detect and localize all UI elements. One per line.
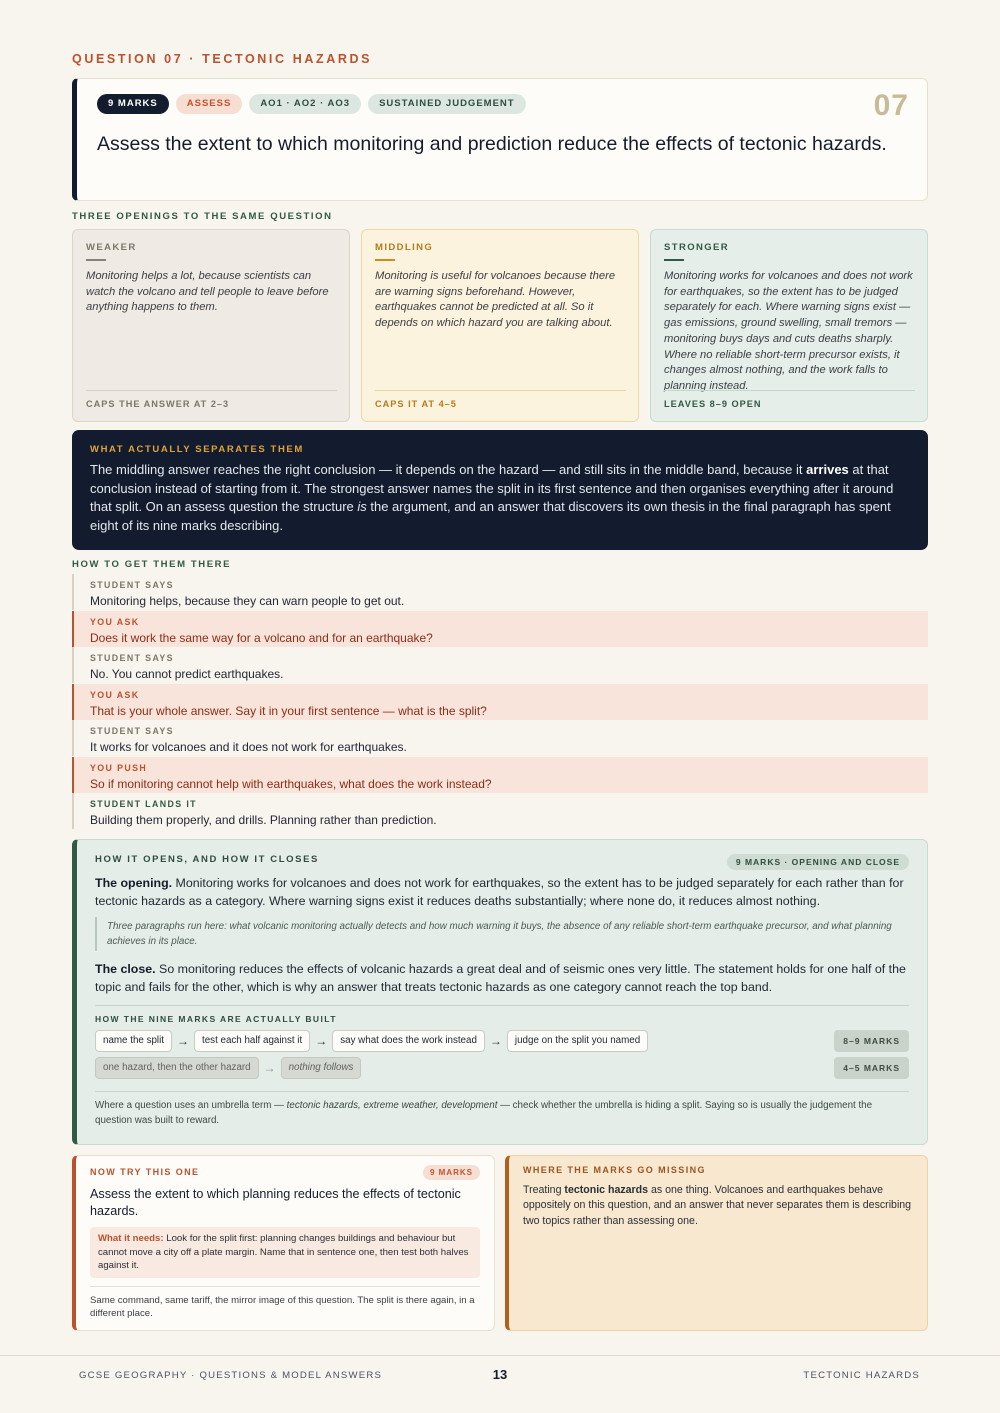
text-run: — check whether the umbrella is hiding a split. Saying so is usually the judgement the question was built to reward. bbox=[95, 1100, 873, 1126]
divider bbox=[86, 259, 106, 261]
text-run: The middling answer reaches the right conclusion — it depends on the hazard — and still sits in the middle band, because it bbox=[90, 462, 807, 477]
opening-stronger-card bbox=[650, 229, 928, 422]
needs-lead: What it needs: bbox=[98, 1233, 164, 1244]
model-footnote bbox=[95, 1091, 909, 1128]
emphasis: arrives bbox=[806, 462, 849, 477]
text-run: Treating bbox=[523, 1184, 565, 1196]
opening-middling-card bbox=[361, 229, 639, 422]
model-answer-panel bbox=[72, 839, 928, 1145]
turn-text: Monitoring helps, because they can warn people to get out. bbox=[90, 594, 405, 608]
opening-band: CAPS THE ANSWER AT 2–3 bbox=[86, 390, 337, 409]
emphasis-italic: is bbox=[357, 499, 367, 514]
question-kicker: QUESTION 07 · TECTONIC HAZARDS bbox=[72, 52, 373, 66]
opening-lead: The opening. bbox=[95, 876, 173, 890]
arrow-right-icon: → bbox=[263, 1061, 276, 1075]
flow-step: name the split bbox=[95, 1030, 172, 1052]
try-footnote: Same command, same tariff, the mirror image of this question. The split is there again, in a different place. bbox=[90, 1286, 480, 1321]
model-close bbox=[95, 960, 909, 996]
emphasis-italic: tectonic hazards, extreme weather, development bbox=[286, 1100, 498, 1111]
text-run: the argument, and an answer that discovers its own thesis in the final paragraph has spent eight of its nine marks describing. bbox=[90, 499, 891, 533]
opening-band: LEAVES 8–9 OPEN bbox=[664, 390, 915, 409]
question-number: 07 bbox=[873, 89, 909, 122]
text-run: at that conclusion instead of starting from it. The strongest answer names the split in its first sentence and then organises everything after it around that split. On an assess question the structure bbox=[90, 462, 894, 514]
close-lead: The close. bbox=[95, 962, 156, 976]
question-text: Assess the extent to which monitoring and prediction reduce the effects of tectonic hazards. bbox=[97, 133, 887, 155]
missing-label: WHERE THE MARKS GO MISSING bbox=[523, 1165, 706, 1175]
flow-step: test each half against it bbox=[194, 1030, 310, 1052]
openings-label: THREE OPENINGS TO THE SAME QUESTION bbox=[72, 211, 333, 222]
openings-row bbox=[72, 229, 928, 422]
text-run: Where a question uses an umbrella term — bbox=[95, 1100, 287, 1111]
teacher-turn bbox=[72, 684, 928, 720]
flow-step: one hazard, then the other hazard bbox=[95, 1057, 259, 1079]
page-number: 13 bbox=[492, 1367, 508, 1382]
band-label-top: 8–9 MARKS bbox=[834, 1030, 909, 1052]
speaker-label: STUDENT SAYS bbox=[90, 653, 174, 663]
missing-text bbox=[523, 1183, 913, 1229]
opening-weaker-card bbox=[72, 229, 350, 422]
separates-text bbox=[90, 461, 910, 535]
opening-title: WEAKER bbox=[86, 242, 137, 253]
conversation bbox=[72, 574, 928, 830]
opening-title: MIDDLING bbox=[375, 242, 434, 253]
separates-label: WHAT ACTUALLY SEPARATES THEM bbox=[90, 444, 304, 455]
try-marks-pill: 9 MARKS bbox=[423, 1165, 480, 1180]
model-marks-pill: 9 MARKS · OPENING AND CLOSE bbox=[727, 854, 909, 870]
divider bbox=[95, 1005, 909, 1006]
arrow-right-icon: → bbox=[177, 1034, 189, 1048]
arrow-right-icon: → bbox=[315, 1034, 328, 1048]
footer-book-title: GCSE GEOGRAPHY · QUESTIONS & MODEL ANSWERS bbox=[79, 1370, 383, 1381]
flow-top-band bbox=[95, 1030, 909, 1052]
page-footer bbox=[0, 1355, 1000, 1413]
text-run: as one thing. Volcanoes and earthquakes behave oppositely on this question, and an answer that never separates them is describing two topics rather than assessing one. bbox=[523, 1184, 912, 1227]
separates-panel bbox=[72, 430, 928, 550]
student-turn bbox=[72, 647, 928, 683]
opening-body: Monitoring works for volcanoes and does not work for earthquakes, so the extent has to be judged separately for each rather than for tectonic hazards as a category. Where warning signs exist it reduces deaths substantially; where none do, it reduces almost nothing. bbox=[95, 876, 904, 908]
try-needs bbox=[90, 1227, 480, 1278]
needs-body: Look for the split first: planning changes buildings and behaviour but cannot move a city off a plate margin. Name that in sentence one, then test both halves against it. bbox=[98, 1233, 469, 1271]
speaker-label: STUDENT SAYS bbox=[90, 726, 174, 736]
band-label-bottom: 4–5 MARKS bbox=[834, 1057, 909, 1079]
student-turn bbox=[72, 720, 928, 756]
speaker-label: YOU ASK bbox=[90, 689, 140, 700]
marks-missing-card bbox=[505, 1155, 928, 1331]
turn-text: Building them properly, and drills. Planning rather than prediction. bbox=[90, 813, 437, 827]
question-badges bbox=[97, 94, 526, 114]
teacher-turn bbox=[72, 757, 928, 793]
speaker-label: STUDENT LANDS IT bbox=[90, 799, 197, 809]
built-label: HOW THE NINE MARKS ARE ACTUALLY BUILT bbox=[95, 1014, 337, 1024]
assessment-objectives-badge: AO1 · AO2 · AO3 bbox=[249, 94, 361, 114]
speaker-label: YOU ASK bbox=[90, 616, 140, 627]
turn-text: So if monitoring cannot help with earthquakes, what does the work instead? bbox=[90, 776, 492, 791]
turn-text: No. You cannot predict earthquakes. bbox=[90, 667, 284, 681]
student-turn bbox=[72, 574, 928, 610]
teacher-turn bbox=[72, 611, 928, 647]
judgement-badge: SUSTAINED JUDGEMENT bbox=[368, 94, 525, 114]
turn-text: Does it work the same way for a volcano and for an earthquake? bbox=[90, 630, 433, 645]
flow-step: judge on the split you named bbox=[507, 1030, 648, 1052]
flow-bottom-band bbox=[95, 1057, 909, 1079]
turn-text: It works for volcanoes and it does not work for earthquakes. bbox=[90, 740, 407, 754]
opening-text: Monitoring helps a lot, because scientists can watch the volcano and tell people to leave before anything happens to them. bbox=[86, 270, 329, 314]
try-label: NOW TRY THIS ONE bbox=[90, 1167, 200, 1177]
close-body: So monitoring reduces the effects of volcanic hazards a great deal and of seismic ones very little. The statement holds for one half of the topic and fails for the other, which is why an answer that treats tectonic hazards as one category cannot reach the top band. bbox=[95, 962, 906, 994]
divider bbox=[375, 259, 395, 261]
student-final-turn bbox=[72, 793, 928, 829]
flow-step: say what does the work instead bbox=[332, 1030, 485, 1052]
model-opening bbox=[95, 874, 909, 910]
try-question: Assess the extent to which planning reduces the effects of tectonic hazards. bbox=[90, 1187, 461, 1218]
speaker-label: YOU PUSH bbox=[90, 762, 148, 773]
model-label: HOW IT OPENS, AND HOW IT CLOSES bbox=[95, 854, 319, 865]
conversation-label: HOW TO GET THEM THERE bbox=[72, 559, 232, 570]
footer-topic: TECTONIC HAZARDS bbox=[803, 1370, 920, 1381]
opening-text: Monitoring works for volcanoes and does not work for earthquakes, so the extent has to be judged separately for each. Where warning signs exist — gas emissions, ground swelling, small tremors — monitoring buys days and cuts deaths sharply. Where no reliable short-term precursor exists, it changes almost nothing, and the work falls to planning instead. bbox=[664, 270, 913, 392]
opening-text: Monitoring is useful for volcanoes because there are warning signs beforehand. However, earthquakes cannot be predicted at all. So it depends on which hazard you are talking about. bbox=[375, 270, 616, 330]
opening-title: STRONGER bbox=[664, 242, 730, 253]
divider bbox=[664, 259, 684, 261]
try-this-card bbox=[72, 1155, 495, 1331]
question-card bbox=[72, 78, 928, 201]
arrow-right-icon: → bbox=[489, 1034, 502, 1048]
emphasis: tectonic hazards bbox=[564, 1184, 649, 1196]
speaker-label: STUDENT SAYS bbox=[90, 580, 174, 590]
flow-step: nothing follows bbox=[281, 1057, 362, 1079]
marks-badge: 9 MARKS bbox=[97, 94, 169, 114]
command-badge: ASSESS bbox=[176, 94, 243, 114]
opening-band: CAPS IT AT 4–5 bbox=[375, 390, 626, 409]
model-note: Three paragraphs run here: what volcanic monitoring actually detects and how much warning it buys, the absence of any reliable short-term earthquake precursor, and what planning achieves in its place. bbox=[95, 917, 909, 951]
turn-text: That is your whole answer. Say it in your first sentence — what is the split? bbox=[90, 703, 487, 718]
